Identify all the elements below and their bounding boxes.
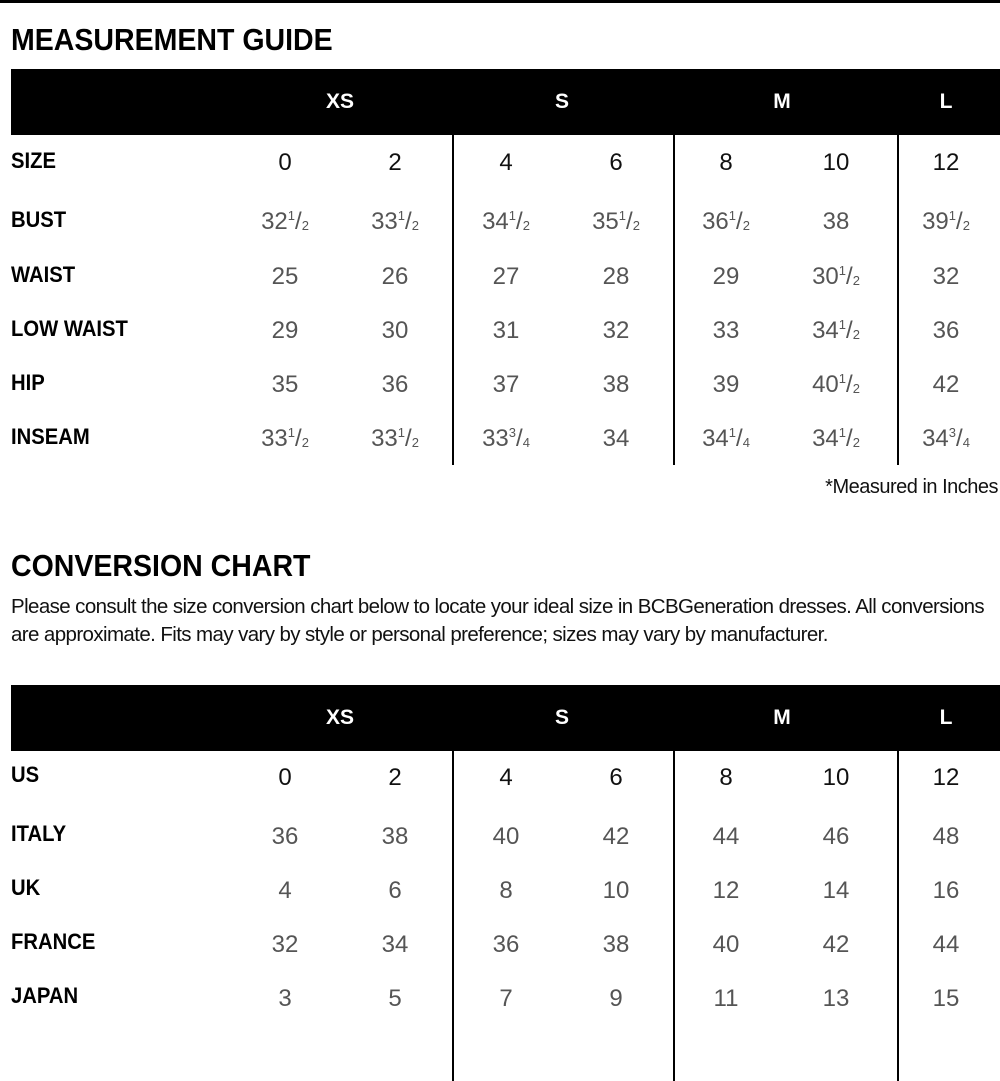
row-label: ITALY (11, 821, 67, 846)
row-label: JAPAN (11, 983, 79, 1008)
row-label: BUST (11, 207, 67, 232)
table-cell: 44 (712, 823, 740, 850)
table-cell: 48 (932, 823, 960, 850)
column-divider (452, 135, 454, 465)
table-cell: 8 (499, 877, 513, 904)
table-cell: 35 (271, 371, 299, 398)
table-cell: 29 (271, 317, 299, 344)
conversion-chart-title: CONVERSION CHART (11, 548, 311, 583)
table-cell: 38 (602, 931, 630, 958)
table-cell: 12 (932, 149, 960, 176)
table-cell: 40 (712, 931, 740, 958)
row-label: WAIST (11, 262, 76, 287)
size-group-label: XS (325, 90, 355, 113)
table-cell: 2 (388, 764, 402, 791)
table-cell: 28 (602, 263, 630, 290)
table-cell: 33 (712, 317, 740, 344)
table-cell: 6 (609, 149, 623, 176)
measurement-footnote: *Measured in Inches (825, 476, 998, 498)
table-cell: 10 (602, 877, 630, 904)
table-cell: 10 (822, 149, 850, 176)
table-cell: 31 (492, 317, 520, 344)
table-cell: 46 (822, 823, 850, 850)
table-cell: $39^1/_2$ (922, 208, 970, 235)
row-label: HIP (11, 370, 45, 395)
column-divider (452, 751, 454, 1081)
table-cell: 4 (499, 149, 513, 176)
table-cell: 7 (499, 985, 513, 1012)
size-group-label: XS (325, 706, 355, 729)
row-label: LOW WAIST (11, 316, 128, 341)
row-label: INSEAM (11, 424, 90, 449)
table-cell: $36^1/_2$ (702, 208, 750, 235)
table-cell: 34 (381, 931, 409, 958)
table-cell: $33^1/_2$ (371, 208, 419, 235)
table-cell: 42 (822, 931, 850, 958)
table-cell: 36 (271, 823, 299, 850)
size-group-label: L (939, 706, 953, 729)
table-cell: 39 (712, 371, 740, 398)
table-cell: 2 (388, 149, 402, 176)
table-cell: $34^1/_2$ (812, 425, 860, 452)
table-cell: 38 (822, 208, 850, 235)
row-label: US (11, 762, 40, 787)
table-cell: 37 (492, 371, 520, 398)
table-cell: 12 (712, 877, 740, 904)
table-cell: $34^1/_2$ (812, 317, 860, 344)
table-cell: 29 (712, 263, 740, 290)
table-cell: 6 (388, 877, 402, 904)
table-cell: 8 (719, 764, 733, 791)
table-cell: $34^1/_4$ (702, 425, 750, 452)
table-cell: 10 (822, 764, 850, 791)
table-cell: 36 (492, 931, 520, 958)
size-group-label: S (554, 706, 570, 729)
size-group-label: M (773, 90, 791, 113)
table-cell: 32 (602, 317, 630, 344)
table-cell: $34^1/_2$ (482, 208, 530, 235)
table-cell: 15 (932, 985, 960, 1012)
column-divider (897, 135, 899, 465)
table-cell: 42 (602, 823, 630, 850)
table-cell: 40 (492, 823, 520, 850)
conversion-intro: Please consult the size conversion chart below to locate your ideal size in BCBGeneration dresses. All conversions are approximate. Fits may vary by style or personal preference; sizes may vary by manufacturer. (11, 595, 985, 646)
table-cell: 0 (278, 149, 292, 176)
column-divider (673, 751, 675, 1081)
table-cell: $40^1/_2$ (812, 371, 860, 398)
row-label: SIZE (11, 148, 56, 173)
table-cell: 5 (388, 985, 402, 1012)
table-cell: 4 (499, 764, 513, 791)
table-cell: 25 (271, 263, 299, 290)
table-cell: 38 (381, 823, 409, 850)
size-group-label: L (939, 90, 953, 113)
row-label: UK (11, 875, 41, 900)
row-label: FRANCE (11, 929, 96, 954)
table-cell: 3 (278, 985, 292, 1012)
table-cell: 11 (713, 985, 739, 1012)
table-cell: $33^3/_4$ (482, 425, 530, 452)
column-divider (673, 135, 675, 465)
table-cell: 30 (381, 317, 409, 344)
top-rule (0, 0, 1000, 3)
table-cell: 44 (932, 931, 960, 958)
table-cell: 0 (278, 764, 292, 791)
table-cell: $35^1/_2$ (592, 208, 640, 235)
table-cell: 34 (602, 425, 630, 452)
table-cell: 32 (271, 931, 299, 958)
size-group-label: M (773, 706, 791, 729)
table-cell: 16 (932, 877, 960, 904)
table-cell: 27 (492, 263, 520, 290)
table-cell: 14 (822, 877, 850, 904)
table-cell: 32 (932, 263, 960, 290)
table-cell: 38 (602, 371, 630, 398)
table-cell: $32^1/_2$ (261, 208, 309, 235)
table-cell: 4 (278, 877, 292, 904)
table-cell: 26 (381, 263, 409, 290)
measurement-guide-title: MEASUREMENT GUIDE (11, 22, 333, 57)
table-cell: 36 (932, 317, 960, 344)
table-cell: 9 (609, 985, 623, 1012)
table-cell: $33^1/_2$ (261, 425, 309, 452)
table-cell: 6 (609, 764, 623, 791)
table-cell: 42 (932, 371, 960, 398)
table-cell: 8 (719, 149, 733, 176)
table-cell: 13 (822, 985, 850, 1012)
table-cell: $34^3/_4$ (922, 425, 970, 452)
table-cell: $33^1/_2$ (371, 425, 419, 452)
size-group-header (11, 69, 1000, 135)
table-cell: $30^1/_2$ (812, 263, 860, 290)
table-cell: 12 (932, 764, 960, 791)
size-group-label: S (554, 90, 570, 113)
size-group-header (11, 685, 1000, 751)
column-divider (897, 751, 899, 1081)
table-cell: 36 (381, 371, 409, 398)
